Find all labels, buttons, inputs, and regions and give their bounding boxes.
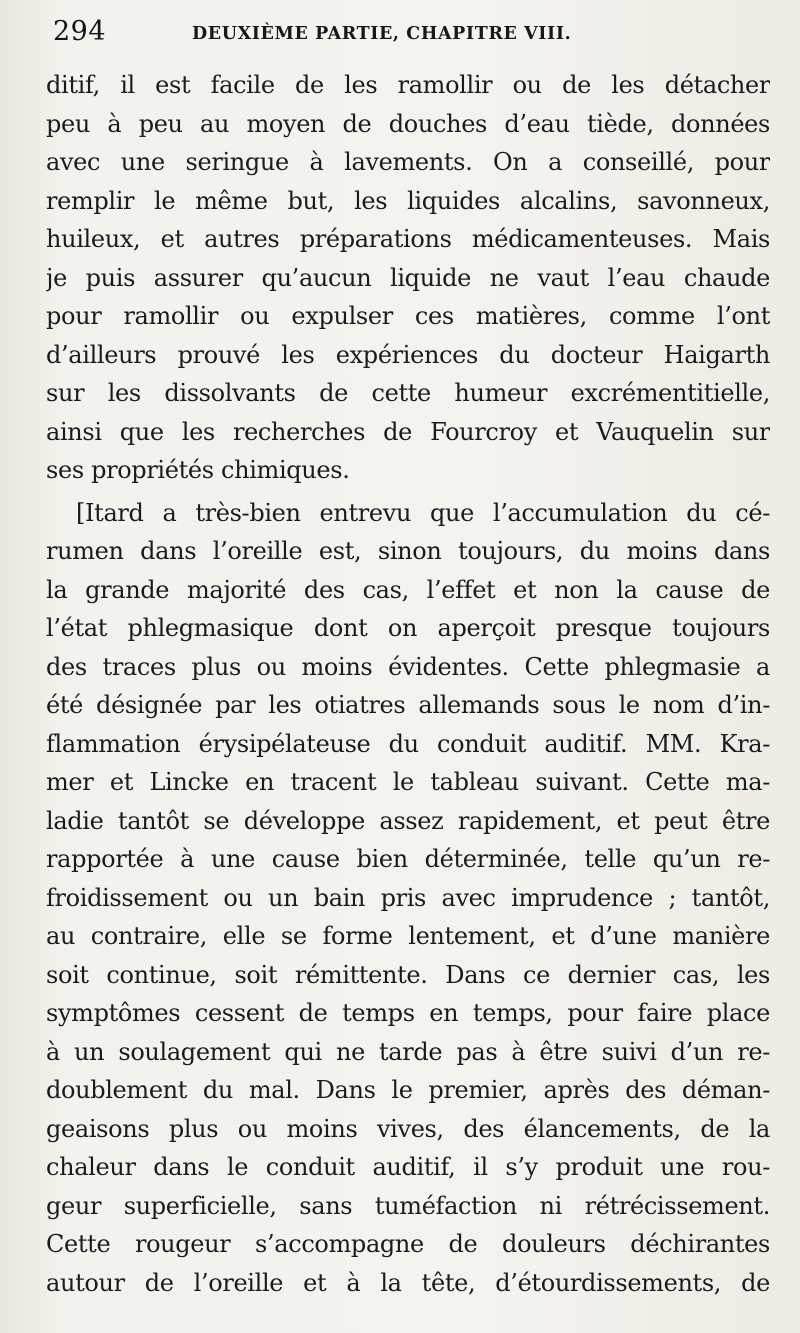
- text-line: ainsi que les recherches de Fourcroy et Vauquelin sur: [46, 417, 770, 446]
- text-line: doublement du mal. Dans le premier, après des déman-: [46, 1076, 770, 1104]
- text-line: été désignée par les otiatres allemands sous le nom d’in-: [46, 691, 770, 719]
- body-text: [46, 66, 770, 1302]
- text-line: symptômes cessent de temps en temps, pour faire place: [46, 999, 770, 1027]
- text-line: flammation érysipélateuse du conduit auditif. MM. Kra-: [46, 729, 770, 758]
- text-line: la grande majorité des cas, l’effet et non la cause de: [46, 575, 770, 604]
- page-header: [0, 14, 800, 54]
- text-line: autour de l’oreille et à la tête, d’étourdissements, de: [46, 1268, 770, 1297]
- text-line: rapportée à une cause bien déterminée, telle qu’un re-: [46, 845, 770, 873]
- text-line: je puis assurer qu’aucun liquide ne vaut l’eau chaude: [46, 263, 770, 292]
- text-line: sur les dissolvants de cette humeur excrémentitielle,: [46, 379, 770, 407]
- text-line: chaleur dans le conduit auditif, il s’y produit une rou-: [46, 1153, 770, 1181]
- text-line: huileux, et autres préparations médicamenteuses. Mais: [46, 225, 770, 253]
- paragraph-1: [46, 66, 770, 490]
- text-line: remplir le même but, les liquides alcalins, savonneux,: [46, 186, 770, 215]
- text-line: d’ailleurs prouvé les expériences du docteur Haigarth: [46, 340, 770, 369]
- text-line: des traces plus ou moins évidentes. Cette phlegmasie a: [46, 652, 770, 681]
- text-line: mer et Lincke en tracent le tableau suivant. Cette ma-: [46, 768, 770, 796]
- text-line: geur superficielle, sans tuméfaction ni rétrécissement.: [46, 1191, 770, 1220]
- text-line: l’état phlegmasique dont on aperçoit presque toujours: [46, 614, 770, 642]
- text-line: ditif, il est facile de les ramollir ou de les détacher: [46, 71, 770, 99]
- text-line: ses propriétés chimiques.: [46, 456, 350, 484]
- paragraph-2: [46, 494, 770, 1303]
- text-line: rumen dans l’oreille est, sinon toujours, du moins dans: [46, 537, 770, 565]
- text-line: à un soulagement qui ne tarde pas à être suivi d’un re-: [46, 1037, 770, 1066]
- text-line: soit continue, soit rémittente. Dans ce dernier cas, les: [46, 960, 770, 989]
- text-line: geaisons plus ou moins vives, des élancements, de la: [46, 1114, 770, 1143]
- text-line: peu à peu au moyen de douches d’eau tiède, données: [46, 109, 770, 138]
- running-head: DEUXIÈME PARTIE, CHAPITRE VIII.: [192, 24, 572, 44]
- text-line: Cette rougeur s’accompagne de douleurs déchirantes: [46, 1230, 770, 1258]
- page-number: 294: [53, 16, 107, 47]
- text-line: [Itard a très-bien entrevu que l’accumulation du cé-: [76, 498, 770, 527]
- text-line: avec une seringue à lavements. On a conseillé, pour: [46, 148, 770, 176]
- text-line: ladie tantôt se développe assez rapidement, et peut être: [46, 806, 770, 835]
- text-line: au contraire, elle se forme lentement, et d’une manière: [46, 922, 770, 950]
- text-line: pour ramollir ou expulser ces matières, comme l’ont: [46, 302, 770, 330]
- text-line: froidissement ou un bain pris avec imprudence ; tantôt,: [46, 883, 770, 912]
